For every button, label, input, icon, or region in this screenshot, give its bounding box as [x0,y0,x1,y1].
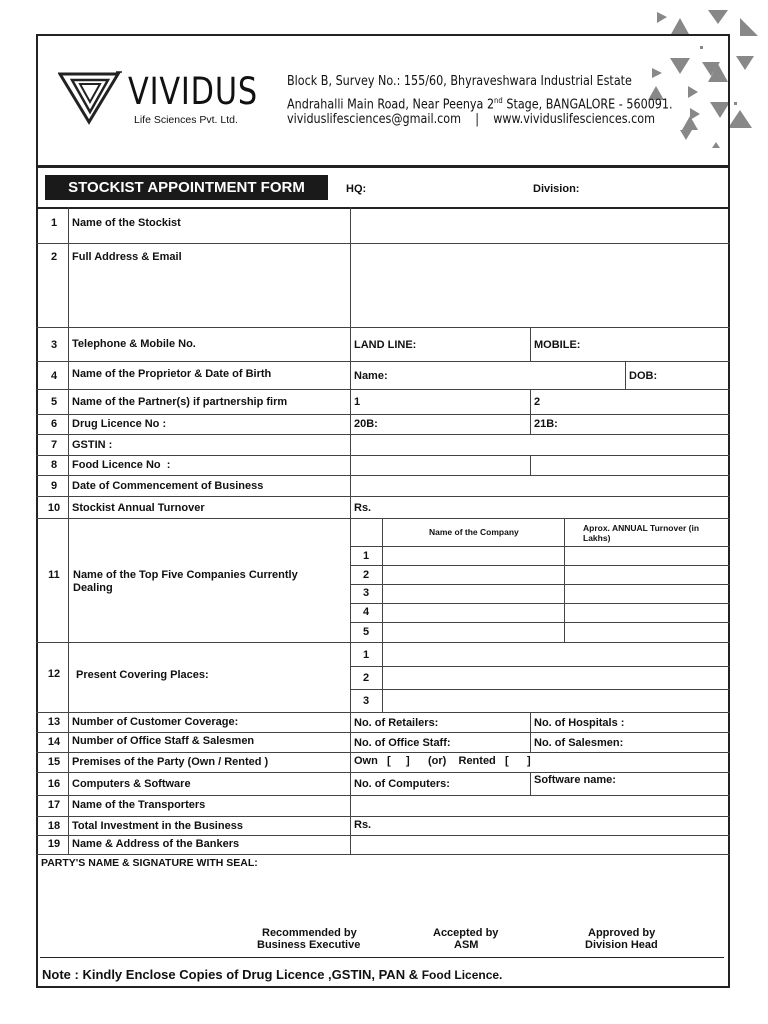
company-row-line [350,546,730,547]
row-label: Drug Licence No : [72,418,167,430]
turnover-field[interactable]: Rs. [354,502,372,514]
row-label: Number of Customer Coverage: [72,716,239,728]
company-row-number: 2 [363,569,370,581]
row-number: 5 [50,396,58,408]
row-number: 16 [47,778,61,790]
retailers-field[interactable]: No. of Retailers: [354,717,439,729]
row-line [36,732,730,733]
company-col-line [564,518,565,642]
row-label: Computers & Software [72,778,191,790]
computers-field[interactable]: No. of Computers: [354,778,450,790]
address-line-2: Andrahalli Main Road, Near Peenya 2nd Stage, BANGALORE - 560091. [287,96,673,113]
company-row-line [350,603,730,604]
row-number: 2 [50,251,58,263]
row-number: 11 [48,569,60,581]
row-label: Name & Address of the Bankers [72,838,240,850]
field-col-line [625,361,626,389]
row-label: Full Address & Email [72,251,182,263]
subnum-col-line [382,518,383,712]
note-divider [40,957,724,958]
brand-subtitle: Life Sciences Pvt. Ltd. [134,114,238,126]
note-text [42,967,502,982]
row-number: 4 [50,370,58,382]
row-label: GSTIN : [72,439,113,451]
approved-by-label: Approved by [588,927,656,939]
software-field[interactable]: Software name: [534,774,616,786]
company-row-number: 5 [363,626,370,638]
proprietor-name-field[interactable]: Name: [354,370,388,382]
row-number: 14 [47,736,61,748]
recommended-by-label: Recommended by [262,927,357,939]
row-number: 17 [47,799,61,811]
licence-21b-field[interactable]: 21B: [534,418,558,430]
hq-label: HQ: [346,183,367,195]
row-line [36,496,730,497]
company-row-number: 3 [363,587,370,599]
row-line [36,712,730,713]
row-number: 7 [50,439,58,451]
place-row-number: 3 [363,695,370,707]
approved-by-role: Division Head [585,939,658,951]
contact-line: vividuslifesciences@gmail.com | www.vividuslifesciences.com [287,112,655,127]
place-row-number: 1 [363,649,370,661]
row-label: Stockist Annual Turnover [72,502,205,514]
place-row-line [350,689,730,690]
row-line [36,752,730,753]
salesmen-field[interactable]: No. of Salesmen: [534,737,624,749]
row-number: 10 [47,502,61,514]
row-number: 6 [50,418,58,430]
field-col-line [530,772,531,795]
row-line [36,389,730,390]
row-line [36,243,730,244]
company-row-line [350,584,730,585]
annual-turnover-column-header: Aprox. ANNUAL Turnover (in [583,523,700,533]
table-top-rule [36,207,730,209]
address-line-1: Block B, Survey No.: 155/60, Bhyraveshwara Industrial Estate [287,74,632,89]
row-label: Total Investment in the Business [72,820,243,832]
row-line [36,414,730,415]
label-col-line [350,207,351,854]
company-row-line [350,622,730,623]
licence-20b-field[interactable]: 20B: [354,418,378,430]
brand-name: VIVIDUS [128,70,258,113]
row-number: 8 [50,459,58,471]
row-line [36,835,730,836]
field-col-line [530,455,531,475]
row-number: 18 [47,820,61,832]
annual-turnover-column-header-continued: Lakhs) [583,533,611,543]
row-line [36,854,730,855]
row-label: Name of the Stockist [72,217,181,229]
row-line [36,642,730,643]
form-title: STOCKIST APPOINTMENT FORM [45,175,328,200]
row-line [36,475,730,476]
recommended-by-role: Business Executive [257,939,361,951]
company-row-line [350,565,730,566]
row-line [36,455,730,456]
header-divider [36,165,730,168]
row-label: Telephone & Mobile No. [72,338,196,350]
partner-1-field[interactable]: 1 [354,396,361,408]
investment-field[interactable]: Rs. [354,819,372,831]
party-signature-label: PARTY'S NAME & SIGNATURE WITH SEAL: [41,857,258,869]
row-number: 9 [50,480,58,492]
row-line [36,327,730,328]
row-label: Name of the Proprietor & Date of Birth [72,368,272,380]
row-label: Present Covering Places: [76,669,209,681]
field-col-line [530,712,531,752]
row-line [36,434,730,435]
row-line [36,816,730,817]
office-staff-field[interactable]: No. of Office Staff: [354,737,451,749]
row-number: 3 [50,339,58,351]
accepted-by-role: ASM [454,939,479,951]
row-label: Name of the Partner(s) if partnership firm [72,396,288,408]
note-main: Note : Kindly Enclose Copies of Drug Licence ,GSTIN, PAN & [42,967,422,982]
row-number: 12 [47,668,61,680]
row-number: 1 [50,217,58,229]
row-label: Food Licence No : [72,459,171,471]
note-tail: Food Licence. [421,968,503,982]
company-row-number: 1 [363,550,370,562]
row-label: Premises of the Party (Own / Rented ) [72,756,269,768]
row-label: Number of Office Staff & Salesmen [72,735,255,747]
row-line [36,518,730,519]
hospitals-field[interactable]: No. of Hospitals : [534,717,625,729]
place-row-line [350,666,730,667]
land-line-field[interactable]: LAND LINE: [354,339,417,351]
row-number: 19 [47,838,61,850]
row-label: Name of the Top Five Companies Currently [73,569,298,581]
dob-field[interactable]: DOB: [629,370,658,382]
accepted-by-label: Accepted by [433,927,499,939]
row-label-continued: Dealing [73,582,113,594]
row-number: 15 [47,756,61,768]
row-line [36,795,730,796]
row-label: Name of the Transporters [72,799,206,811]
partner-2-field[interactable]: 2 [534,396,541,408]
mobile-field[interactable]: MOBILE: [534,339,581,351]
company-row-number: 4 [363,606,370,618]
company-name-column-header: Name of the Company [429,527,519,537]
place-row-number: 2 [363,672,370,684]
division-label: Division: [533,183,580,195]
row-number: 13 [47,716,61,728]
row-line [36,772,730,773]
premises-options[interactable]: Own [ ] (or) Rented [ ] [354,755,531,767]
field-col-line [530,327,531,361]
row-label: Date of Commencement of Business [72,480,264,492]
field-col-line [530,389,531,434]
